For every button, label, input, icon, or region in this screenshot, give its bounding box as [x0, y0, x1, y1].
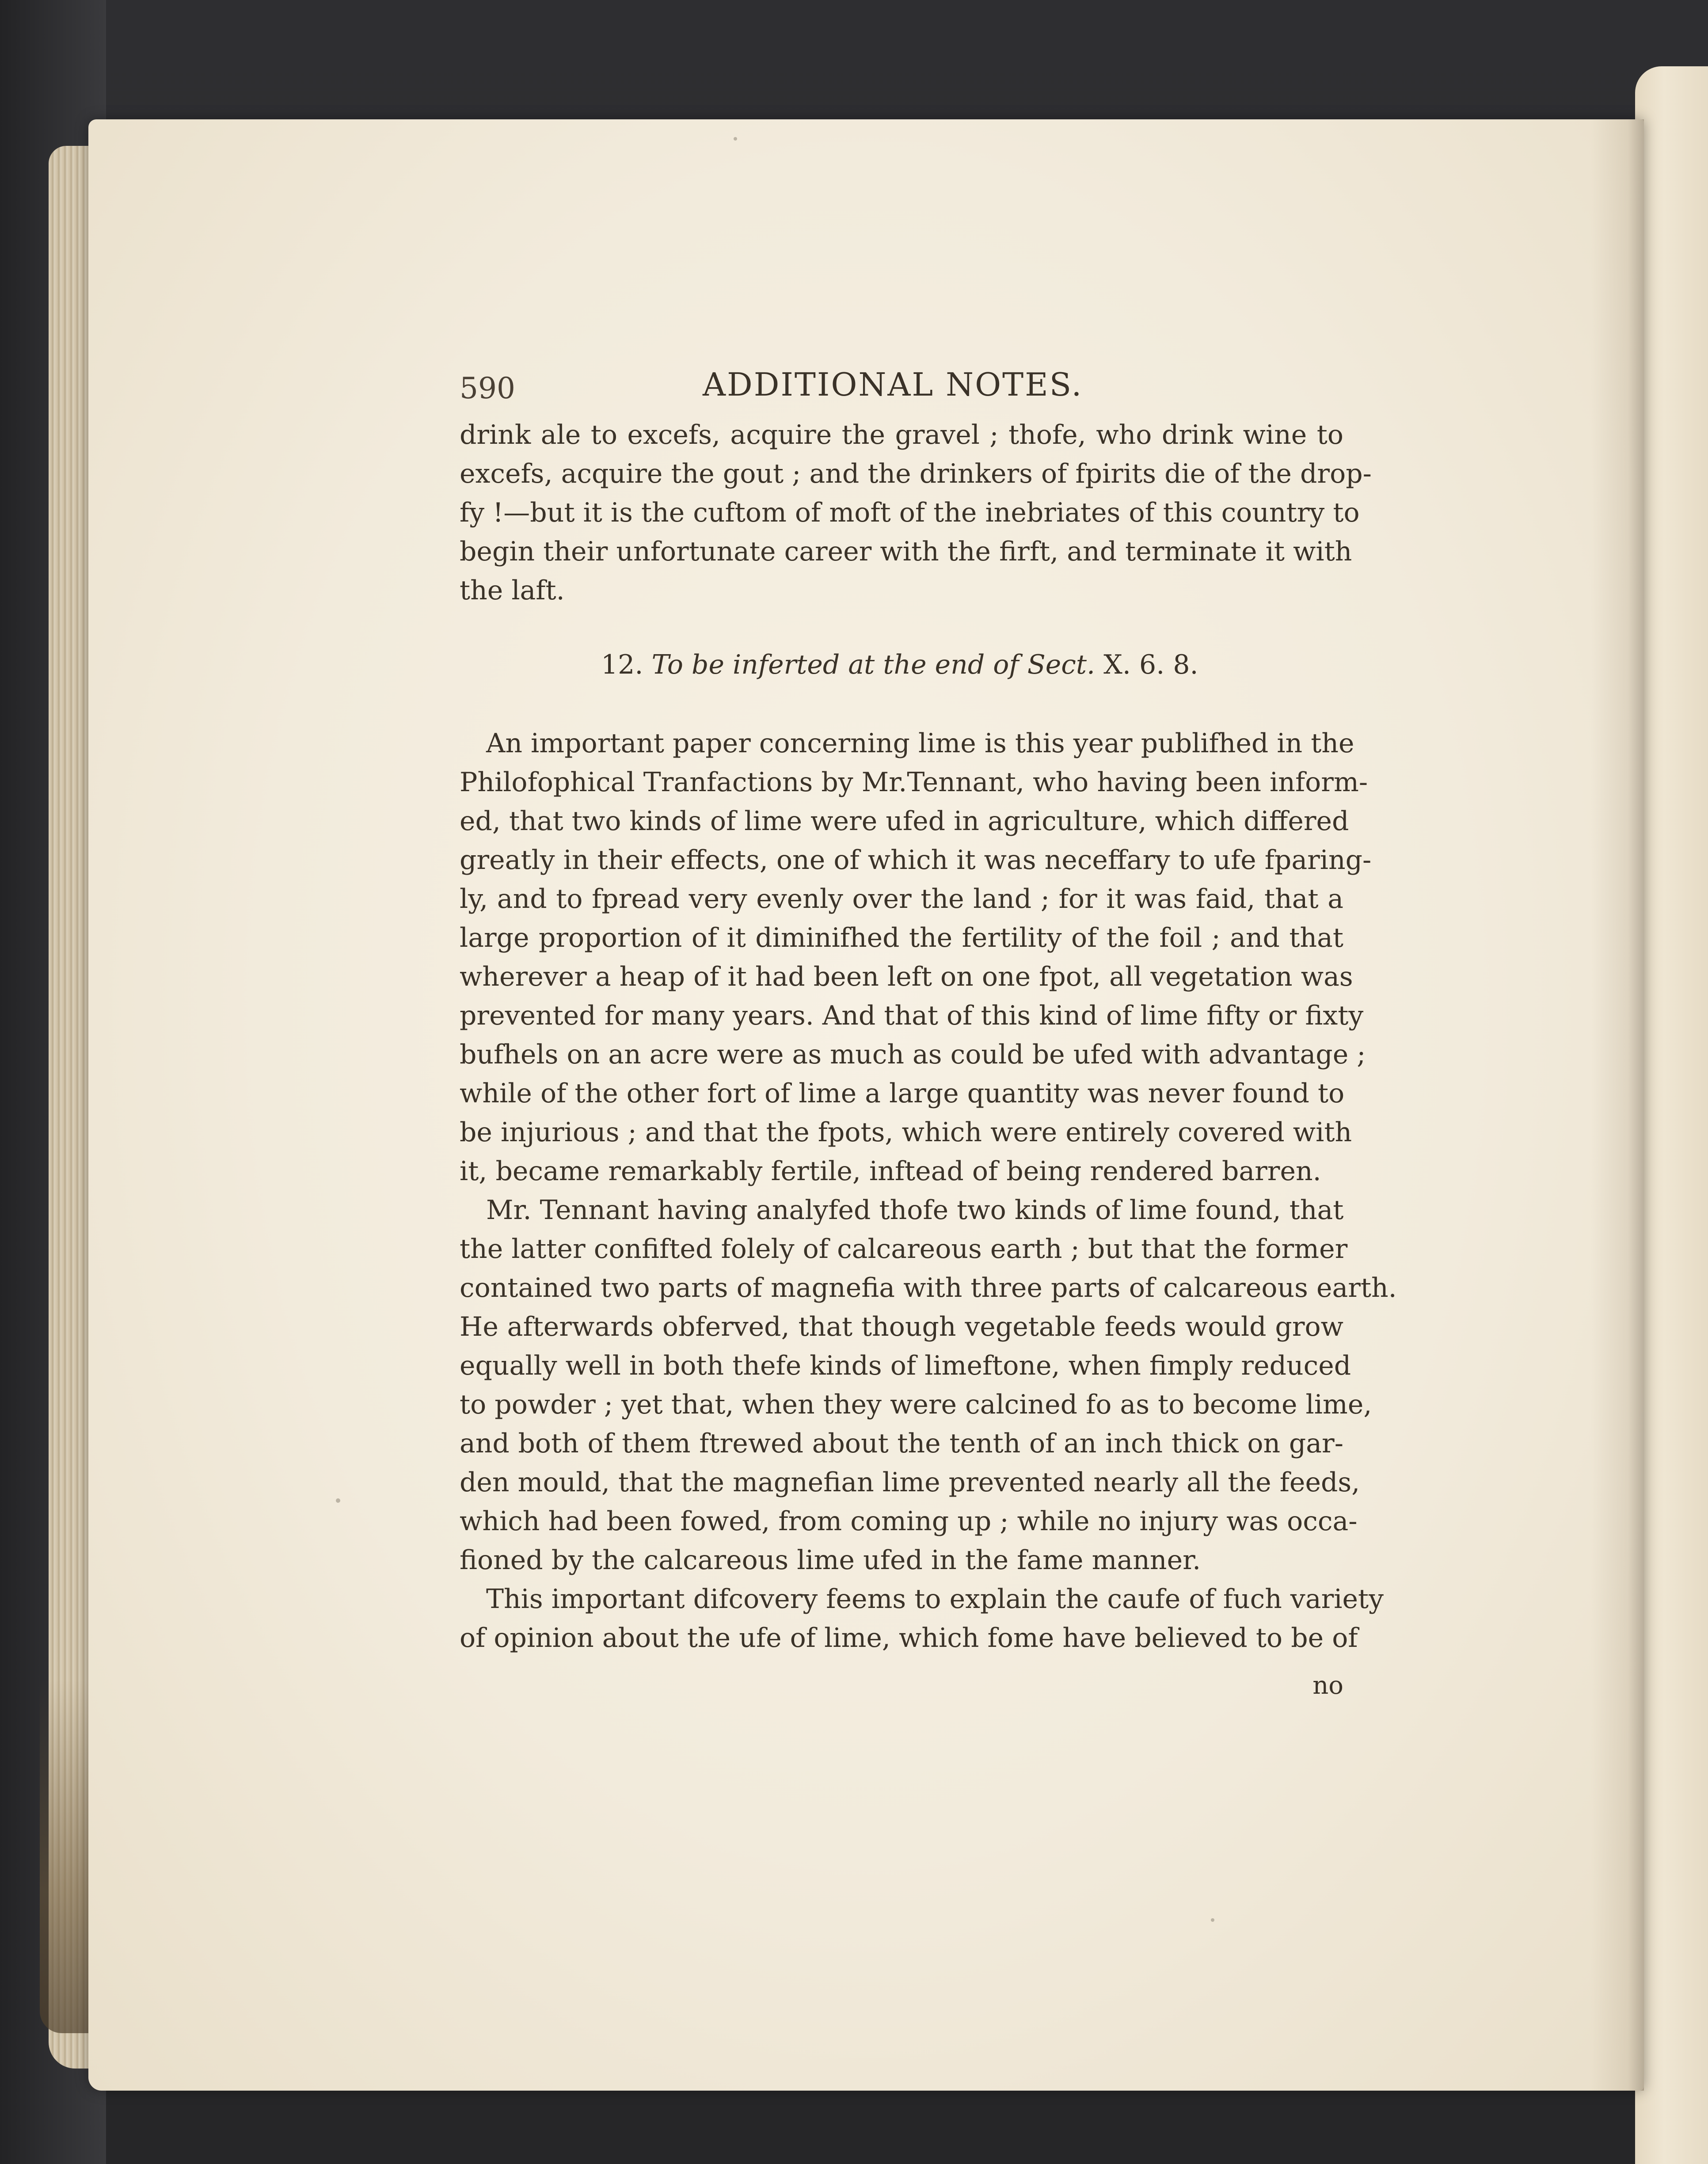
text-line: excefs, acquire the gout ; and the drinkers of fpirits die of the drop-	[460, 458, 1372, 489]
text-line: fioned by the calcareous lime ufed in the fame manner.	[460, 1545, 1201, 1576]
section-heading-text: To be inferted at the end of Sect.	[651, 649, 1096, 680]
facing-page-edge	[1635, 66, 1708, 2164]
text-line: greatly in their effects, one of which it was neceffary to ufe fparing-	[460, 845, 1372, 876]
text-line: of opinion about the ufe of lime, which fome have believed to be of	[460, 1623, 1358, 1653]
text-line: bufhels on an acre were as much as could be ufed with advantage ;	[460, 1039, 1366, 1070]
paper-speck	[1211, 1918, 1214, 1922]
paragraph-1	[460, 724, 1372, 1191]
page-number: 590	[460, 371, 515, 405]
continuation-paragraph	[460, 415, 1372, 610]
running-title: ADDITIONAL NOTES.	[703, 366, 1083, 403]
text-line: ed, that two kinds of lime were ufed in agriculture, which differed	[460, 806, 1349, 837]
paper-speck	[336, 1498, 340, 1503]
text-line: be injurious ; and that the fpots, which were entirely covered with	[460, 1117, 1352, 1148]
text-line: Mr. Tennant having analyfed thofe two kinds of lime found, that	[486, 1195, 1344, 1226]
text-line: equally well in both thefe kinds of limeftone, when fimply reduced	[460, 1350, 1351, 1381]
page-gutter-shadow	[1591, 119, 1644, 2091]
running-head	[460, 362, 1343, 415]
text-line: while of the other fort of lime a large quantity was never found to	[460, 1078, 1345, 1109]
text-line: contained two parts of magnefia with three parts of calcareous earth.	[460, 1272, 1397, 1303]
text-line: to powder ; yet that, when they were calcined fo as to become lime,	[460, 1389, 1372, 1420]
text-line: Philofophical Tranfactions by Mr.Tennant, who having been inform-	[460, 767, 1368, 798]
text-line: large proportion of it diminifhed the fertility of the foil ; and that	[460, 922, 1343, 953]
section-number: 12.	[601, 649, 643, 680]
text-line: An important paper concerning lime is this year publifhed in the	[486, 728, 1354, 759]
text-line: prevented for many years. And that of this kind of lime fifty or fixty	[460, 1000, 1364, 1031]
text-line: fy !—but it is the cuftom of moft of the inebriates of this country to	[460, 497, 1360, 528]
text-line: the latter confifted folely of calcareous earth ; but that the former	[460, 1234, 1348, 1265]
paragraph-3	[460, 1580, 1384, 1657]
text-line: begin their unfortunate career with the firft, and terminate it with	[460, 536, 1352, 567]
text-line: and both of them ftrewed about the tenth of an inch thick on gar-	[460, 1428, 1343, 1459]
text-line: the laft.	[460, 575, 565, 606]
section-reference: X. 6. 8.	[1103, 649, 1198, 680]
text-line: ly, and to fpread very evenly over the land ; for it was faid, that a	[460, 884, 1343, 914]
text-line: wherever a heap of it had been left on one fpot, all vegetation was	[460, 961, 1353, 992]
text-line: it, became remarkably fertile, inftead of being rendered barren.	[460, 1156, 1321, 1187]
page-text	[460, 362, 1397, 1705]
text-line: This important difcovery feems to explain the caufe of fuch variety	[486, 1584, 1384, 1615]
text-line: den mould, that the magnefian lime prevented nearly all the feeds,	[460, 1467, 1360, 1498]
section-heading	[460, 645, 1343, 684]
catchword: no	[1312, 1671, 1343, 1700]
text-line: He afterwards obferved, that though vegetable feeds would grow	[460, 1311, 1343, 1342]
text-line: which had been fowed, from coming up ; while no injury was occa-	[460, 1506, 1358, 1537]
paper-speck	[734, 137, 737, 141]
paragraph-2	[460, 1191, 1397, 1580]
text-line: drink ale to excefs, acquire the gravel ; thofe, who drink wine to	[460, 419, 1343, 450]
